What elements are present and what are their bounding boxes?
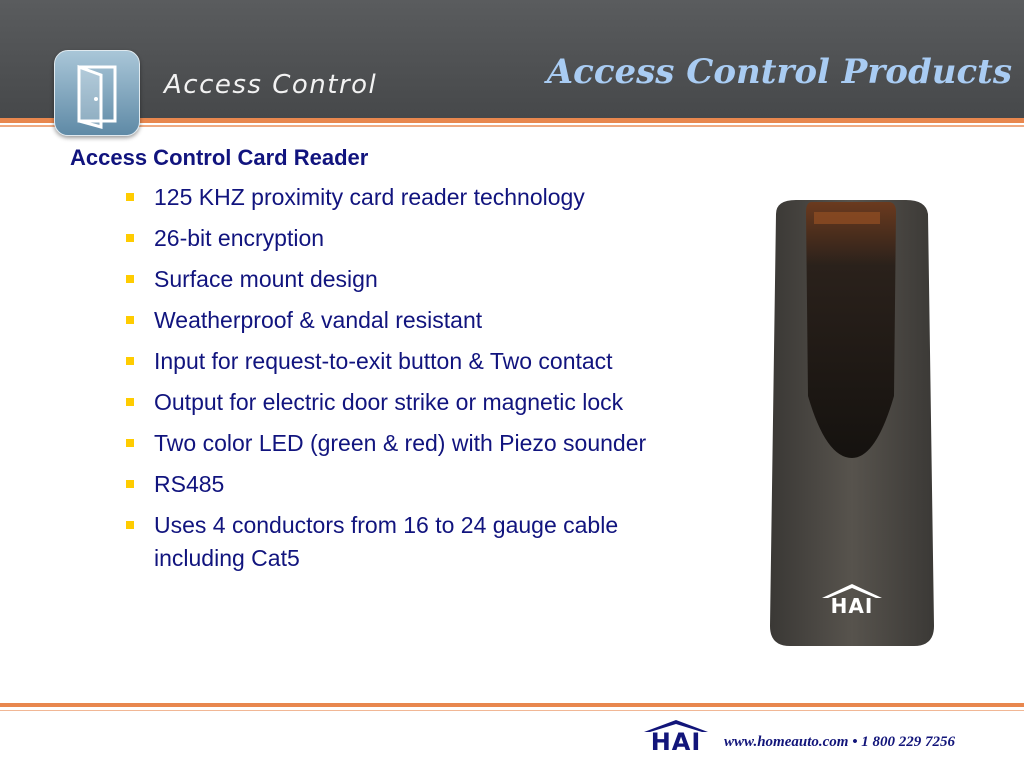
list-item — [122, 509, 730, 575]
list-item — [122, 263, 730, 296]
list-item-text: RS485 — [154, 471, 225, 497]
header-divider — [0, 118, 1024, 123]
list-item-text: Input for request-to-exit button & Two contact — [154, 348, 613, 374]
bullet-icon — [126, 398, 134, 406]
footer-divider-thin — [0, 710, 1024, 711]
list-item-text: Output for electric door strike or magnetic lock — [154, 389, 624, 415]
list-item-text: Uses 4 conductors from 16 to 24 gauge cable including Cat5 — [154, 512, 619, 571]
list-item — [122, 222, 730, 255]
list-item-text: Surface mount design — [154, 266, 378, 292]
bullet-icon — [126, 193, 134, 201]
bullet-icon — [126, 275, 134, 283]
bullet-icon — [126, 521, 134, 529]
bullet-icon — [126, 357, 134, 365]
list-item — [122, 427, 730, 460]
bullet-icon — [126, 480, 134, 488]
footer-logo-text: HAI — [650, 728, 702, 756]
list-item — [122, 304, 730, 337]
footer-contact: www.homeauto.com • 1 800 229 7256 — [724, 734, 955, 750]
list-item — [122, 468, 730, 501]
feature-list — [70, 181, 730, 575]
list-item — [122, 345, 730, 378]
card-reader-image — [766, 196, 936, 648]
bullet-icon — [126, 234, 134, 242]
bullet-icon — [126, 439, 134, 447]
header-divider-thin — [0, 125, 1024, 127]
section-title: Access Control — [164, 70, 378, 100]
list-item-text: 26-bit encryption — [154, 225, 325, 251]
list-item-text: 125 KHZ proximity card reader technology — [154, 184, 585, 210]
door-icon — [54, 50, 140, 136]
content-heading: Access Control Card Reader — [70, 145, 369, 170]
content-area — [70, 145, 730, 583]
list-item-text: Weatherproof & vandal resistant — [154, 307, 483, 333]
slide-title: Access Control Products — [546, 52, 1012, 92]
footer-logo — [642, 718, 710, 758]
list-item — [122, 181, 730, 214]
bullet-icon — [126, 316, 134, 324]
product-logo-text: HAI — [830, 594, 874, 618]
list-item — [122, 386, 730, 419]
product-logo — [820, 582, 884, 616]
list-item-text: Two color LED (green & red) with Piezo sounder — [154, 430, 647, 456]
footer-divider — [0, 703, 1024, 707]
